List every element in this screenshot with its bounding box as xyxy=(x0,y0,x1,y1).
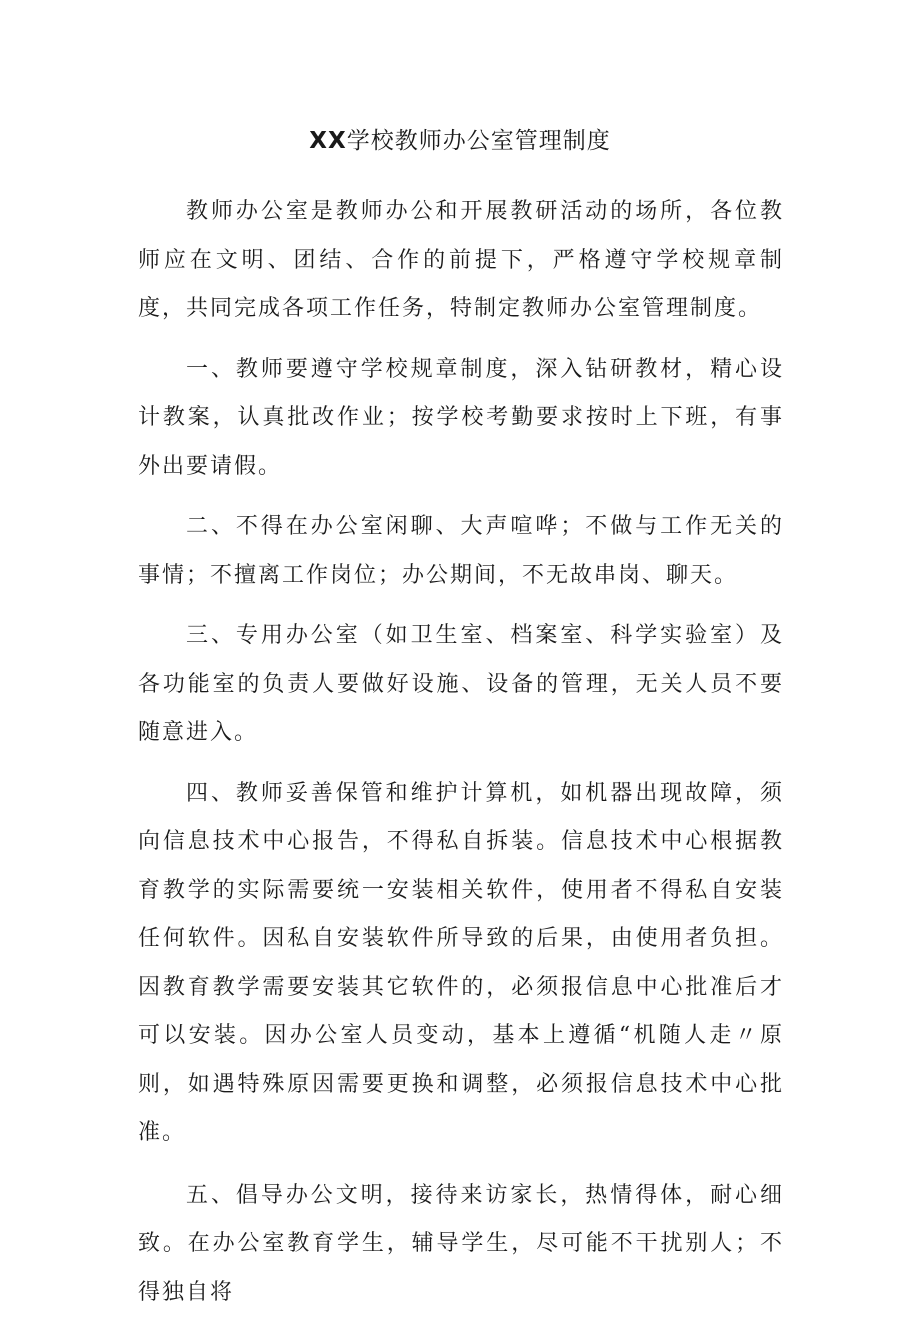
paragraph-rule-3: 三、专用办公室（如卫生室、档案室、科学实验室）及各功能室的负责人要做好设施、设备的管理，无关人员不要随意进入。 xyxy=(138,612,784,758)
paragraph-rule-4: 四、教师妥善保管和维护计算机，如机器出现故障，须向信息技术中心报告，不得私自拆装。信息技术中心根据教育教学的实际需要统一安装相关软件，使用者不得私自安装任何软件。因私自安装软件所导致的后果，由使用者负担。因教育教学需要安装其它软件的，必须报信息中心批准后才可以安装。因办公室人员变动，基本上遵循“机随人走〃原则，如遇特殊原因需要更换和调整，必须报信息技术中心批准。 xyxy=(138,770,784,1158)
paragraph-rule-2: 二、不得在办公室闲聊、大声喧哗；不做与工作无关的事情；不擅离工作岗位；办公期间，不无故串岗、聊天。 xyxy=(138,503,784,600)
title-main: 学校教师办公室管理制度 xyxy=(347,128,611,154)
title-prefix: XX xyxy=(309,128,346,154)
document-title xyxy=(0,123,920,159)
paragraph-intro: 教师办公室是教师办公和开展教研活动的场所，各位教师应在文明、团结、合作的前提下，严格遵守学校规章制度，共同完成各项工作任务，特制定教师办公室管理制度。 xyxy=(138,188,784,334)
document-body xyxy=(138,188,784,1317)
paragraph-rule-5: 五、倡导办公文明，接待来访家长，热情得体，耐心细致。在办公室教育学生，辅导学生，尽可能不干扰别人；不得独自将 xyxy=(138,1172,784,1317)
paragraph-rule-1: 一、教师要遵守学校规章制度，深入钻研教材，精心设计教案，认真批改作业；按学校考勤要求按时上下班，有事外出要请假。 xyxy=(138,346,784,492)
